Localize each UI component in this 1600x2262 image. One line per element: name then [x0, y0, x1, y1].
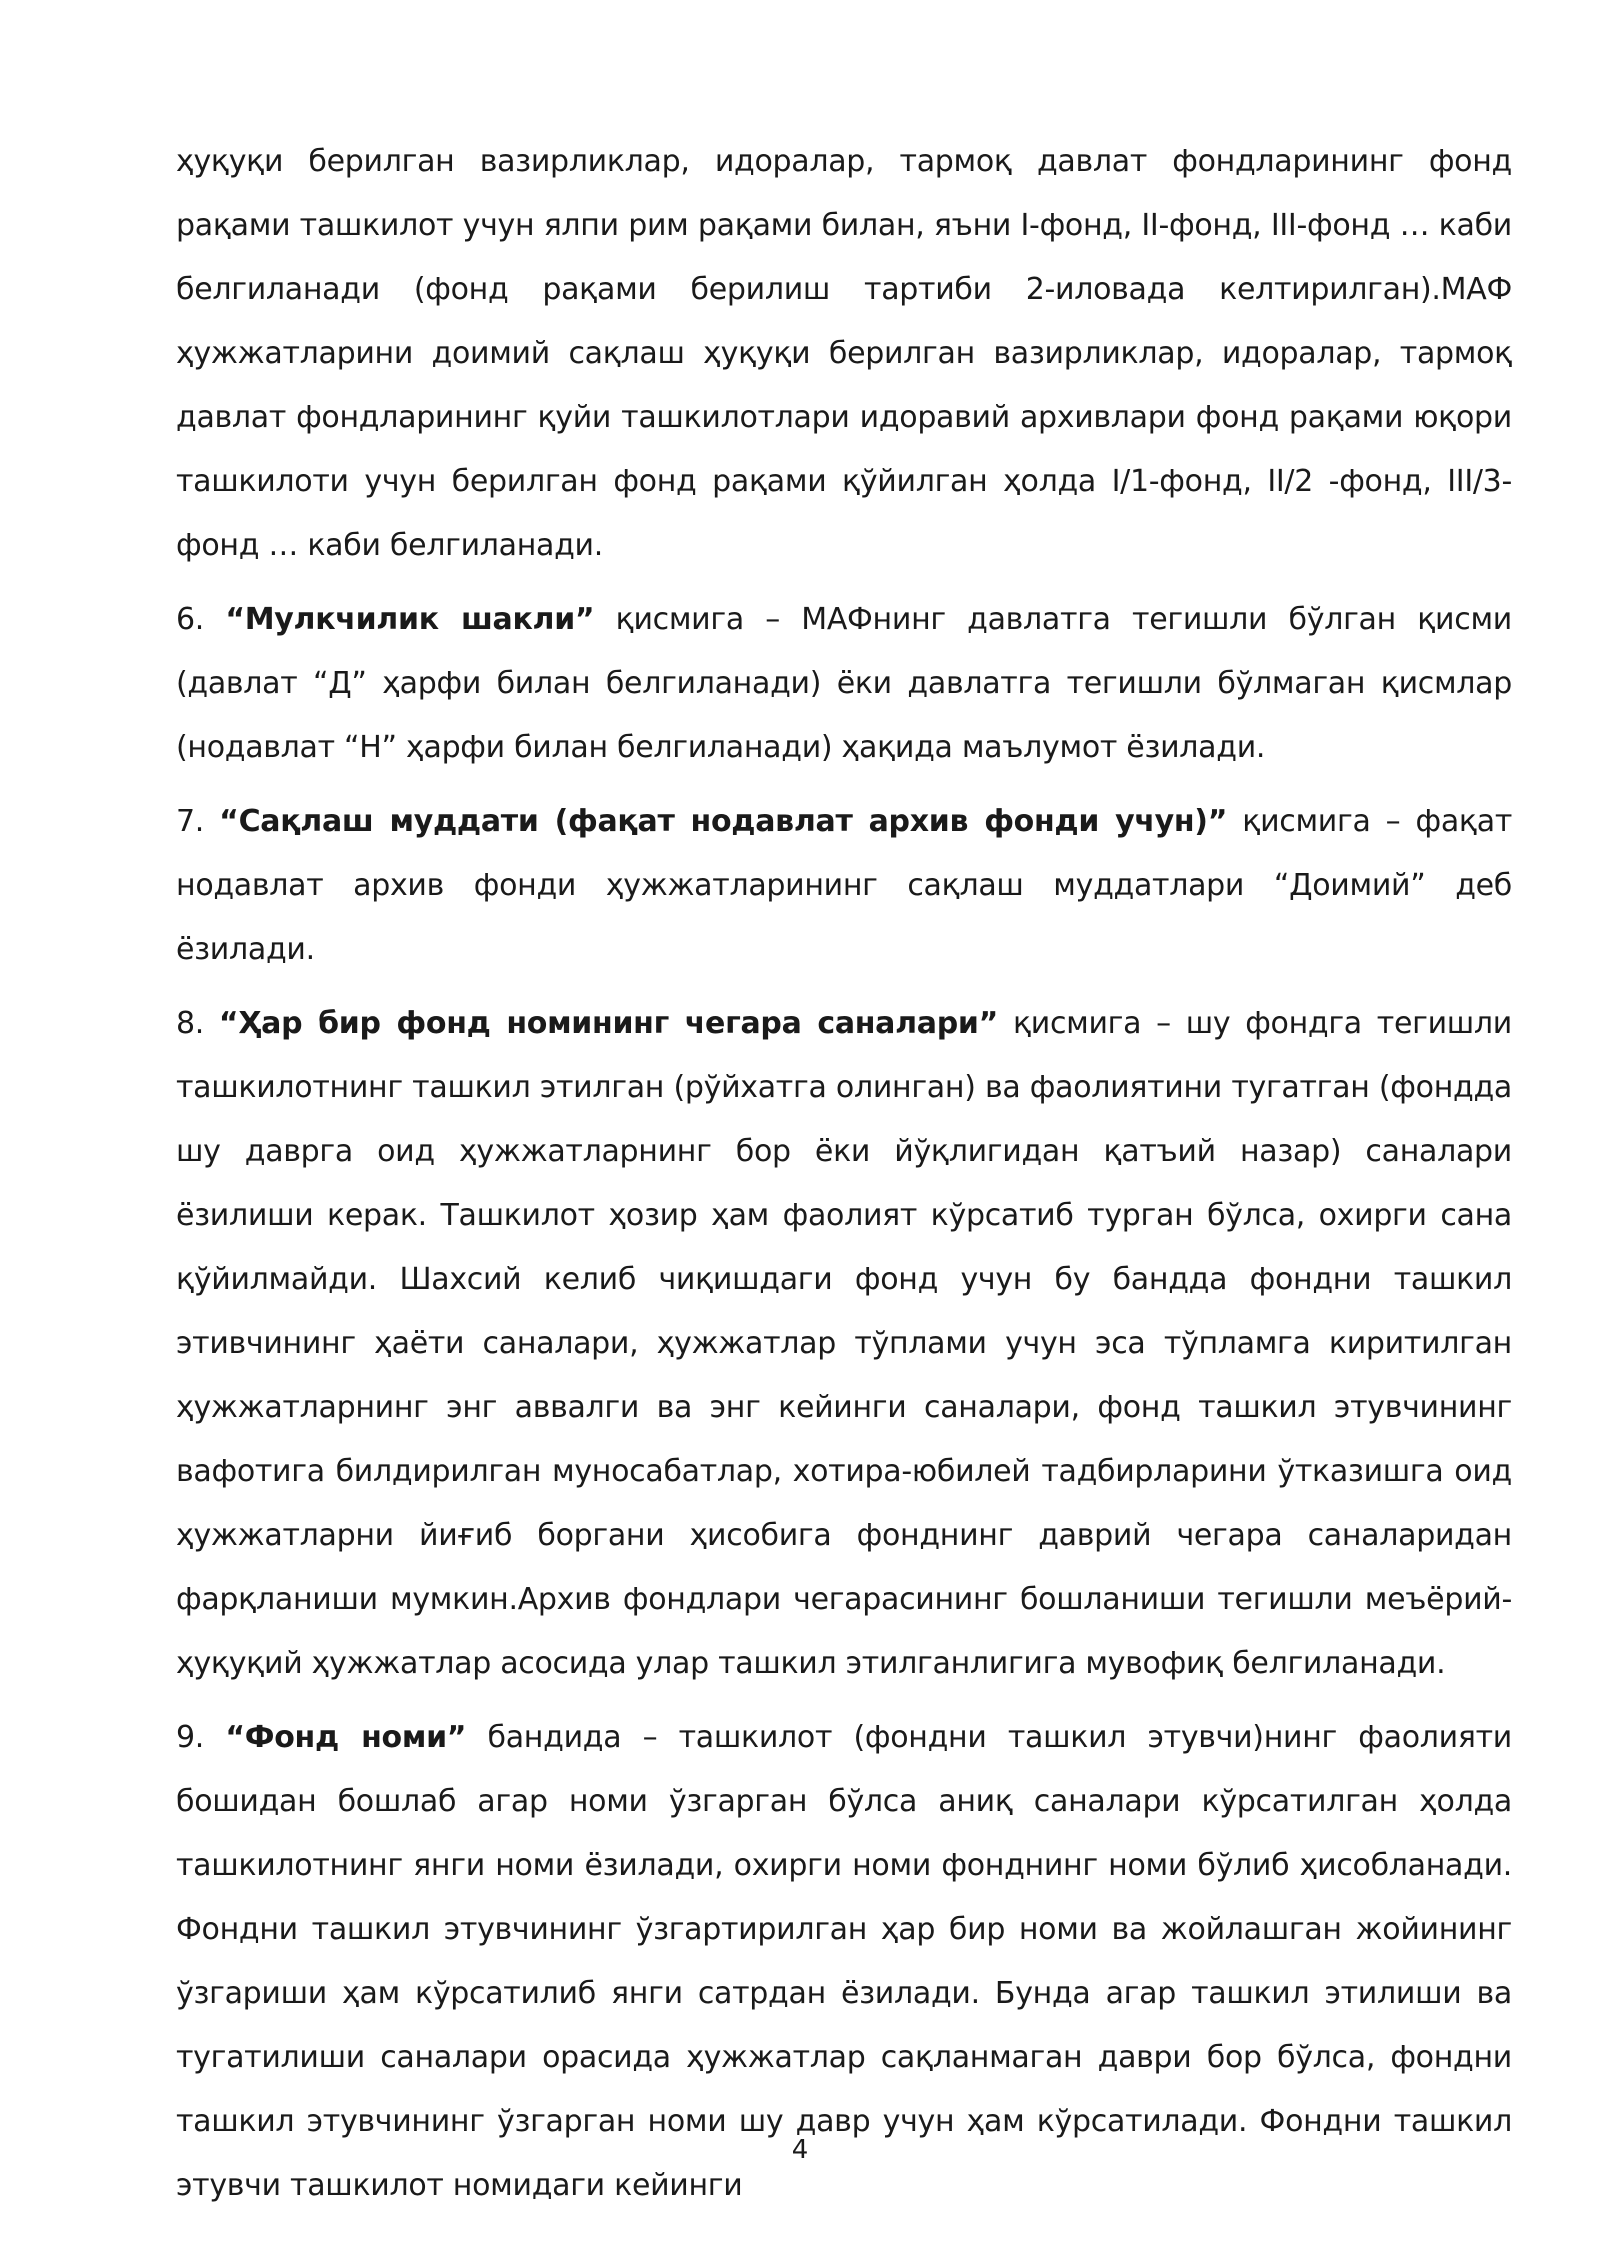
paragraph-text: қисмига – МАФнинг давлатга тегишли бўлган қисми (давлат “Д” ҳарфи билан белгиланади) ёки давлатга тегишли бўлмаган қисмлар (нодавлат “Н” ҳарфи билан белгиланади) ҳақида маълумот ёзилади.	[176, 602, 1512, 765]
paragraph-text: бандида – ташкилот (фондни ташкил этувчи)нинг фаолияти бошидан бошлаб агар номи ўзгарган бўлса аниқ саналари кўрсатилган ҳолда ташкилотнинг янги номи ёзилади, охирги номи фонднинг номи бўлиб ҳисобланади. Фондни ташкил этувчининг ўзгартирилган ҳар бир номи ва жойлашган жойининг ўзгариши ҳам кўрсатилиб янги сатрдан ёзилади. Бунда агар ташкил этилиши ва тугатилиши саналари орасида ҳужжатлар сақланмаган даври бор бўлса, фондни ташкил этувчининг ўзгарган номи шу давр учун ҳам кўрсатилади. Фондни ташкил этувчи ташкилот номидаги кейинги	[176, 1720, 1512, 2203]
paragraph-item-7	[176, 790, 1512, 982]
paragraph-number: 9.	[176, 1720, 226, 1755]
paragraph-text: қисмига – фақат нодавлат архив фонди ҳужжатларининг сақлаш муддатлари “Доимий” деб ёзилади.	[176, 804, 1513, 967]
paragraph-text: ҳуқуқи берилган вазирликлар, идоралар, тармоқ давлат фондларининг фонд рақами ташкилот учун ялпи рим рақами билан, яъни I-фонд, II-фонд, III-фонд … каби белгиланади (фонд рақами берилиш тартиби 2-иловада келтирилган).МАФ ҳужжатларини доимий сақлаш ҳуқуқи берилган вазирликлар, идоралар, тармоқ давлат фондларининг қуйи ташкилотлари идоравий архивлари фонд рақами юқори ташкилоти учун берилган фонд рақами қўйилган ҳолда I/1-фонд, II/2 -фонд, III/3-фонд … каби белгиланади.	[176, 144, 1512, 563]
paragraph-heading: “Сақлаш муддати (фақат нодавлат архив фонди учун)”	[219, 804, 1228, 839]
paragraph-heading: “Ҳар бир фонд номининг чегара саналари”	[218, 1006, 999, 1041]
paragraph-number: 7.	[176, 804, 220, 839]
paragraph-heading: “Фонд номи”	[225, 1720, 467, 1755]
paragraph-heading: “Мулкчилик шакли”	[225, 602, 595, 637]
document-page	[176, 130, 1512, 2228]
paragraph-item-6	[176, 588, 1512, 780]
paragraph-item-8	[176, 992, 1512, 1696]
paragraph-number: 6.	[176, 602, 226, 637]
paragraph-text: қисмига – шу фондга тегишли ташкилотнинг ташкил этилган (рўйхатга олинган) ва фаолиятини тугатган (фондда шу даврга оид ҳужжатларнинг бор ёки йўқлигидан қатъий назар) саналари ёзилиши керак. Ташкилот ҳозир ҳам фаолият кўрсатиб турган бўлса, охирги сана қўйилмайди. Шахсий келиб чиқишдаги фонд учун бу бандда фондни ташкил этивчининг ҳаёти саналари, ҳужжатлар тўплами учун эса тўпламга киритилган ҳужжатларнинг энг аввалги ва энг кейинги саналари, фонд ташкил этувчининг вафотига билдирилган муносабатлар, хотира-юбилей тадбирларини ўтказишга оид ҳужжатларни йиғиб боргани ҳисобига фонднинг даврий чегара саналаридан фарқланиши мумкин.Архив фондлари чегарасининг бошланиши тегишли меъёрий-ҳуқуқий ҳужжатлар асосида улар ташкил этилганлигига мувофиқ белгиланади.	[176, 1006, 1512, 1681]
paragraph-intro-continuation	[176, 130, 1512, 578]
paragraph-number: 8.	[176, 1006, 219, 1041]
page-number: 4	[791, 2135, 809, 2165]
